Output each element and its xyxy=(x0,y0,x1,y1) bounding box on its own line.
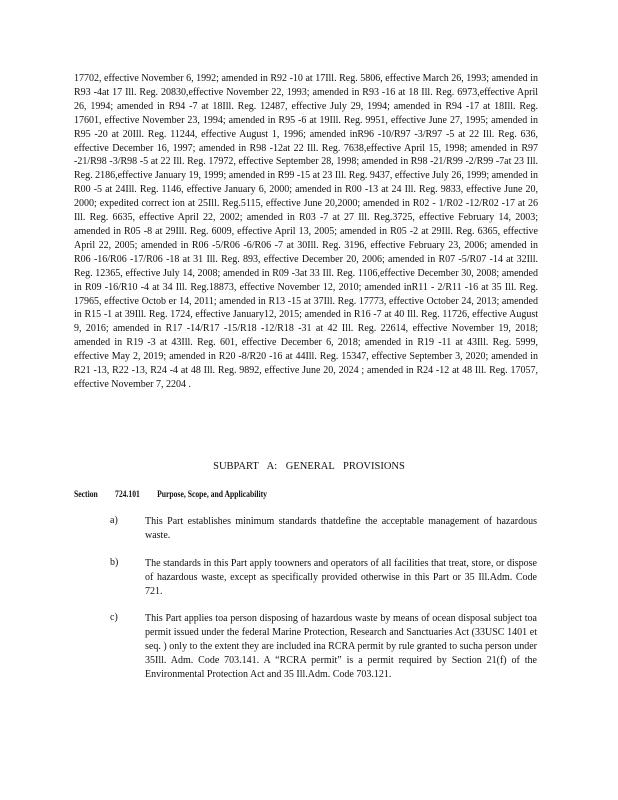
section-title: Purpose, Scope, and Applicability xyxy=(157,489,267,499)
clause-label: b) xyxy=(110,557,119,568)
section-heading xyxy=(74,489,282,499)
amendment-history: 17702, effective November 6, 1992; amended in R92 -10 at 17Ill. Reg. 5806, effective March 26, 1993; amended in R93 -4at 17 Ill. Reg. 20830,effective November 22, 1993; amended in R93 -16 at 18 Ill. Reg. 6973,effective April 26, 1994; amended in R94 -7 at 18Ill. Reg. 12487, effective July 29, 1994; amended in R94 -17 at 18Ill. Reg. 17601, effective November 23, 1994; amended in R95 -6 at 19Ill. Reg. 9951, effective June 27, 1995; amended in R95 -20 at 20Ill. Reg. 11244, effective August 1, 1996; amended inR96 -10/R97 -3/R97 -5 at 22 Ill. Reg. 636, effective December 16, 1997; amended in R98 -12at 22 Ill. Reg. 7638,effective April 15, 1998; amended in R97 -21/R98 -3/R98 -5 at 22 Ill. Reg. 17972, effective September 28, 1998; amended in R98 -21/R99 -2/R99 -7at 23 Ill. Reg. 2186,effective January 19, 1999; amended in R99 -15 at 23 Ill. Reg. 9437, effective July 26, 1999; amended in R00 -5 at 24Ill. Reg. 1146, effective January 6, 2000; amended in R00 -13 at 24 Ill. Reg. 9833, effective June 20, 2000; expedited correct ion at 25Ill. Reg.5115, effective June 20,2000; amended in R02 - 1/R02 -12/R02 -17 at 26 Ill. Reg. 6635, effective April 22, 2002; amended in R03 -7 at 27 Ill. Reg.3725, effective February 14, 2003; amended in R05 -8 at 29Ill. Reg. 6009, effective April 13, 2005; amended in R05 -2 at 29Ill. Reg. 6365, effective April 22, 2005; amended in R06 -5/R06 -6/R06 -7 at 30Ill. Reg. 3196, effective February 23, 2006; amended in R06 -16/R06 -17/R06 -18 at 31 Ill. Reg. 893, effective December 20, 2006; amended in R07 -5/R07 -14 at 32Ill. Reg. 12365, effective July 14, 2008; amended in R09 -3at 33 Ill. Reg. 1106,effective December 30, 2008; amended in R09 -16/R10 -4 at 34 Ill. Reg.18873, effective November 12, 2010; amended inR11 - 2/R11 -16 at 35 Ill. Reg. 17965, effective Octob er 14, 2011; amended in R13 -15 at 37Ill. Reg. 17773, effective October 24, 2013; amended in R15 -1 at 39Ill. Reg. 1724, effective January12, 2015; amended in R16 -7 at 40 Ill. Reg. 11726, effective August 9, 2016; amended in R17 -14/R17 -15/R18 -12/R18 -31 at 42 Ill. Reg. 22614, effective November 19, 2018; amended in R19 -3 at 43Ill. Reg. 601, effective December 6, 2018; amended in R19 -11 at 43Ill. Reg. 5999, effective May 2, 2019; amended in R20 -8/R20 -16 at 44Ill. Reg. 15347, effective September 3, 2020; amended in R21 -13, R22 -13, R24 -4 at 48 Ill. Reg. 9892, effective June 20, 2024 ; amended in R24 -12 at 48 Ill. Reg. 17057, effective November 7, 2204 . xyxy=(74,73,538,390)
clause-text: The standards in this Part apply toowners and operators of all facilities that treat, store, or dispose of hazardous waste, except as specifically provided otherwise in this Part or 35 Ill.Adm. Code 721. xyxy=(145,558,537,597)
section-label: Section xyxy=(74,489,98,499)
clause-text: This Part applies toa person disposing of hazardous waste by means of ocean disposal subject toa permit issued under the federal Marine Protection, Research and Sanctuaries Act (33USC 1401 et seq. ) only to the extent they are included ina RCRA permit by rule granted to sucha person under 35Ill. Adm. Code 703.141. A “RCRA permit” is a permit required by Section 21(f) of the Environmental Protection Act and 35 Ill.Adm. Code 703.121. xyxy=(145,613,537,680)
clause-label: c) xyxy=(110,612,118,623)
subpart-heading: SUBPART A: GENERAL PROVISIONS xyxy=(213,461,405,472)
section-number: 724.101 xyxy=(115,489,140,499)
clause-label: a) xyxy=(110,515,118,526)
clause-text: This Part establishes minimum standards thatdefine the acceptable management of hazardous waste. xyxy=(145,516,537,541)
